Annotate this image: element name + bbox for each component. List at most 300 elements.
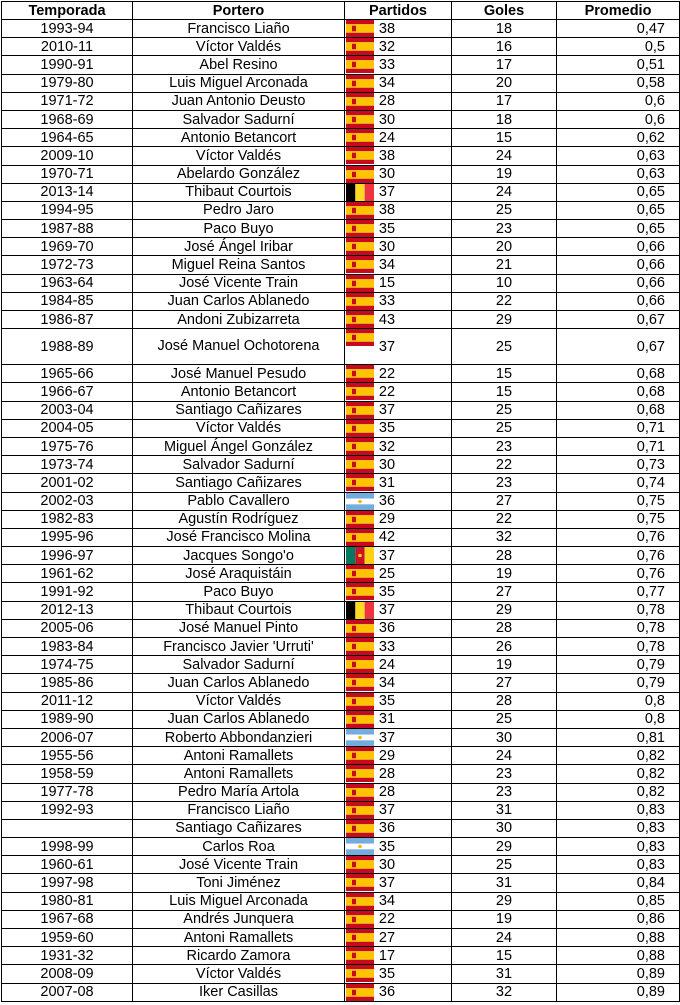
season-cell: 1996-97 [2, 547, 133, 565]
season-cell: 2010-11 [2, 38, 133, 56]
es-flag-icon [346, 529, 374, 546]
matches-value: 30 [378, 238, 396, 255]
matches-cell [345, 292, 452, 310]
matches-value: 35 [378, 965, 396, 982]
es-flag-icon [346, 620, 374, 637]
es-flag-icon [346, 802, 374, 819]
average-cell: 0,79 [557, 656, 680, 674]
es-flag-icon [346, 383, 374, 400]
average-cell: 0,89 [557, 983, 680, 1001]
table-row [2, 292, 680, 310]
average-cell: 0,74 [557, 474, 680, 492]
matches-value: 38 [378, 20, 396, 37]
matches-cell [345, 819, 452, 837]
matches-value: 37 [378, 547, 396, 564]
season-cell: 1990-91 [2, 56, 133, 74]
matches-cell [345, 947, 452, 965]
matches-cell [345, 38, 452, 56]
es-flag-icon [346, 256, 374, 273]
keeper-cell: Abel Resino [133, 56, 345, 74]
goals-cell: 30 [452, 819, 557, 837]
matches-value: 28 [378, 765, 396, 782]
matches-cell [345, 638, 452, 656]
header-goles: Goles [452, 2, 557, 20]
matches-value: 25 [378, 565, 396, 582]
keeper-cell: Francisco Javier 'Urruti' [133, 638, 345, 656]
keeper-cell: José Manuel Ochotorena [133, 329, 345, 365]
goals-cell: 23 [452, 765, 557, 783]
es-flag-icon [346, 329, 374, 346]
table-row [2, 220, 680, 238]
keeper-cell: Francisco Liaño [133, 20, 345, 38]
es-flag-icon [346, 38, 374, 55]
header-partidos: Partidos [345, 2, 452, 20]
keeper-cell: Juan Carlos Ablanedo [133, 710, 345, 728]
season-cell: 1955-56 [2, 747, 133, 765]
matches-cell [345, 510, 452, 528]
matches-cell [345, 56, 452, 74]
es-flag-icon [346, 565, 374, 582]
season-cell: 2008-09 [2, 965, 133, 983]
matches-cell [345, 747, 452, 765]
matches-cell [345, 110, 452, 128]
goals-cell: 18 [452, 20, 557, 38]
matches-cell [345, 692, 452, 710]
matches-value: 24 [378, 656, 396, 673]
table-row [2, 20, 680, 38]
goals-cell: 22 [452, 456, 557, 474]
goals-cell: 32 [452, 528, 557, 546]
goals-cell: 24 [452, 147, 557, 165]
season-cell: 2013-14 [2, 183, 133, 201]
goals-cell: 15 [452, 129, 557, 147]
matches-value: 32 [378, 38, 396, 55]
table-row [2, 365, 680, 383]
table-row [2, 565, 680, 583]
keeper-cell: Toni Jiménez [133, 874, 345, 892]
matches-cell [345, 929, 452, 947]
table-row [2, 619, 680, 637]
es-flag-icon [346, 275, 374, 292]
average-cell: 0,88 [557, 947, 680, 965]
goals-cell: 28 [452, 547, 557, 565]
es-flag-icon [346, 93, 374, 110]
matches-value: 33 [378, 638, 396, 655]
average-cell: 0,65 [557, 220, 680, 238]
table-row [2, 947, 680, 965]
goals-cell: 29 [452, 601, 557, 619]
table-row [2, 601, 680, 619]
matches-value: 37 [378, 802, 396, 819]
keeper-cell: Víctor Valdés [133, 147, 345, 165]
season-cell: 1970-71 [2, 165, 133, 183]
matches-cell [345, 20, 452, 38]
table-row [2, 456, 680, 474]
table-row [2, 147, 680, 165]
goals-cell: 31 [452, 874, 557, 892]
keeper-cell: Thibaut Courtois [133, 601, 345, 619]
season-cell: 1997-98 [2, 874, 133, 892]
goals-cell: 20 [452, 238, 557, 256]
season-cell: 2009-10 [2, 147, 133, 165]
keeper-cell: Salvador Sadurní [133, 110, 345, 128]
table-row [2, 74, 680, 92]
es-flag-icon [346, 874, 374, 891]
table-row [2, 528, 680, 546]
matches-cell [345, 74, 452, 92]
matches-cell [345, 838, 452, 856]
average-cell: 0,81 [557, 728, 680, 746]
average-cell: 0,83 [557, 856, 680, 874]
average-cell: 0,66 [557, 238, 680, 256]
table-row [2, 783, 680, 801]
table-row [2, 801, 680, 819]
table-row [2, 329, 680, 365]
matches-value: 33 [378, 293, 396, 310]
average-cell: 0,75 [557, 510, 680, 528]
keeper-cell: José Manuel Pesudo [133, 365, 345, 383]
matches-value: 38 [378, 147, 396, 164]
matches-cell [345, 565, 452, 583]
matches-cell [345, 165, 452, 183]
matches-value: 36 [378, 820, 396, 837]
average-cell: 0,83 [557, 801, 680, 819]
keeper-cell: José Vicente Train [133, 274, 345, 292]
season-cell: 1964-65 [2, 129, 133, 147]
matches-cell [345, 583, 452, 601]
average-cell: 0,79 [557, 674, 680, 692]
table-row [2, 419, 680, 437]
es-flag-icon [346, 420, 374, 437]
season-cell: 1961-62 [2, 565, 133, 583]
table-row [2, 201, 680, 219]
matches-cell [345, 365, 452, 383]
matches-cell [345, 910, 452, 928]
matches-value: 30 [378, 456, 396, 473]
keeper-cell: Santiago Cañizares [133, 819, 345, 837]
matches-value: 34 [378, 674, 396, 691]
matches-value: 17 [378, 947, 396, 964]
keeper-cell: Miguel Ángel González [133, 437, 345, 455]
goals-cell: 27 [452, 492, 557, 510]
average-cell: 0,6 [557, 92, 680, 110]
table-row [2, 856, 680, 874]
matches-cell [345, 401, 452, 419]
table-row [2, 238, 680, 256]
season-cell: 1986-87 [2, 311, 133, 329]
season-cell: 2001-02 [2, 474, 133, 492]
es-flag-icon [346, 583, 374, 600]
goals-cell: 15 [452, 383, 557, 401]
goals-cell: 25 [452, 201, 557, 219]
matches-cell [345, 983, 452, 1001]
es-flag-icon [346, 929, 374, 946]
table-row [2, 110, 680, 128]
es-flag-icon [346, 893, 374, 910]
average-cell: 0,63 [557, 147, 680, 165]
matches-cell [345, 437, 452, 455]
table-row [2, 674, 680, 692]
matches-cell [345, 474, 452, 492]
matches-value: 31 [378, 474, 396, 491]
matches-value: 30 [378, 166, 396, 183]
goals-cell: 20 [452, 74, 557, 92]
average-cell: 0,71 [557, 437, 680, 455]
matches-cell [345, 892, 452, 910]
average-cell: 0,65 [557, 183, 680, 201]
season-cell: 2007-08 [2, 983, 133, 1001]
matches-cell [345, 619, 452, 637]
matches-value: 42 [378, 529, 396, 546]
matches-value: 33 [378, 56, 396, 73]
season-cell: 1994-95 [2, 201, 133, 219]
ar-flag-icon [346, 729, 374, 746]
average-cell: 0,86 [557, 910, 680, 928]
goals-cell: 28 [452, 692, 557, 710]
es-flag-icon [346, 911, 374, 928]
average-cell: 0,67 [557, 311, 680, 329]
average-cell: 0,67 [557, 329, 680, 365]
average-cell: 0,82 [557, 765, 680, 783]
matches-value: 37 [378, 602, 396, 619]
average-cell: 0,66 [557, 256, 680, 274]
goals-cell: 23 [452, 783, 557, 801]
matches-value: 37 [378, 184, 396, 201]
keeper-cell: Pedro María Artola [133, 783, 345, 801]
goals-cell: 31 [452, 965, 557, 983]
keeper-cell: Juan Carlos Ablanedo [133, 674, 345, 692]
season-cell: 1979-80 [2, 74, 133, 92]
matches-cell [345, 256, 452, 274]
es-flag-icon [346, 111, 374, 128]
keeper-cell: Luis Miguel Arconada [133, 74, 345, 92]
keeper-cell: José Vicente Train [133, 856, 345, 874]
season-cell: 1992-93 [2, 801, 133, 819]
season-cell: 2004-05 [2, 419, 133, 437]
matches-cell [345, 311, 452, 329]
table-row [2, 401, 680, 419]
matches-value: 36 [378, 984, 396, 1001]
matches-value: 38 [378, 202, 396, 219]
matches-cell [345, 710, 452, 728]
keeper-cell: Thibaut Courtois [133, 183, 345, 201]
goals-cell: 25 [452, 856, 557, 874]
season-cell: 1971-72 [2, 92, 133, 110]
matches-value: 22 [378, 383, 396, 400]
matches-value: 22 [378, 911, 396, 928]
table-row [2, 92, 680, 110]
season-cell: 2011-12 [2, 692, 133, 710]
matches-value: 43 [378, 311, 396, 328]
season-cell: 1989-90 [2, 710, 133, 728]
es-flag-icon [346, 166, 374, 183]
table-row [2, 183, 680, 201]
goals-cell: 23 [452, 437, 557, 455]
goals-cell: 27 [452, 674, 557, 692]
matches-cell [345, 220, 452, 238]
table-row [2, 728, 680, 746]
keeper-cell: Antoni Ramallets [133, 747, 345, 765]
goals-cell: 25 [452, 401, 557, 419]
average-cell: 0,76 [557, 547, 680, 565]
table-row [2, 838, 680, 856]
season-cell: 1977-78 [2, 783, 133, 801]
season-cell: 2006-07 [2, 728, 133, 746]
matches-cell [345, 656, 452, 674]
goals-cell: 27 [452, 583, 557, 601]
keeper-cell: Juan Antonio Deusto [133, 92, 345, 110]
season-cell: 1960-61 [2, 856, 133, 874]
table-row [2, 910, 680, 928]
keeper-cell: Santiago Cañizares [133, 474, 345, 492]
keeper-cell: Paco Buyo [133, 583, 345, 601]
table-row [2, 965, 680, 983]
table-row [2, 547, 680, 565]
es-flag-icon [346, 693, 374, 710]
goals-cell: 31 [452, 801, 557, 819]
es-flag-icon [346, 638, 374, 655]
average-cell: 0,89 [557, 965, 680, 983]
goals-cell: 15 [452, 365, 557, 383]
matches-cell [345, 492, 452, 510]
table-row [2, 510, 680, 528]
es-flag-icon [346, 765, 374, 782]
matches-cell [345, 92, 452, 110]
matches-value: 37 [378, 338, 396, 355]
matches-value: 35 [378, 220, 396, 237]
season-cell: 2002-03 [2, 492, 133, 510]
es-flag-icon [346, 202, 374, 219]
es-flag-icon [346, 820, 374, 837]
season-cell: 1987-88 [2, 220, 133, 238]
season-cell: 1980-81 [2, 892, 133, 910]
average-cell: 0,6 [557, 110, 680, 128]
average-cell: 0,68 [557, 365, 680, 383]
matches-value: 35 [378, 584, 396, 601]
goalkeepers-table [1, 1, 680, 1002]
keeper-cell: Víctor Valdés [133, 38, 345, 56]
matches-cell [345, 856, 452, 874]
matches-cell [345, 201, 452, 219]
es-flag-icon [346, 56, 374, 73]
average-cell: 0,62 [557, 129, 680, 147]
keeper-cell: Salvador Sadurní [133, 456, 345, 474]
matches-cell [345, 147, 452, 165]
matches-cell [345, 783, 452, 801]
goals-cell: 19 [452, 656, 557, 674]
matches-value: 27 [378, 929, 396, 946]
season-cell: 1984-85 [2, 292, 133, 310]
keeper-cell: Antonio Betancort [133, 129, 345, 147]
average-cell: 0,78 [557, 601, 680, 619]
es-flag-icon [346, 365, 374, 382]
season-cell: 1958-59 [2, 765, 133, 783]
goals-cell: 15 [452, 947, 557, 965]
average-cell: 0,75 [557, 492, 680, 510]
goals-cell: 23 [452, 474, 557, 492]
keeper-cell: Andoni Zubizarreta [133, 311, 345, 329]
table-row [2, 638, 680, 656]
keeper-cell: Víctor Valdés [133, 965, 345, 983]
matches-value: 37 [378, 402, 396, 419]
es-flag-icon [346, 220, 374, 237]
keeper-cell: Roberto Abbondanzieri [133, 728, 345, 746]
be-flag-icon [346, 184, 374, 201]
es-flag-icon [346, 656, 374, 673]
es-flag-icon [346, 947, 374, 964]
table-row [2, 710, 680, 728]
table-row [2, 892, 680, 910]
goals-cell: 22 [452, 510, 557, 528]
matches-value: 29 [378, 747, 396, 764]
goals-cell: 19 [452, 165, 557, 183]
es-flag-icon [346, 238, 374, 255]
goals-cell: 24 [452, 183, 557, 201]
es-flag-icon [346, 711, 374, 728]
matches-cell [345, 547, 452, 565]
table-row [2, 656, 680, 674]
es-flag-icon [346, 438, 374, 455]
matches-value: 35 [378, 693, 396, 710]
season-cell: 1991-92 [2, 583, 133, 601]
keeper-cell: Agustín Rodríguez [133, 510, 345, 528]
table-row [2, 929, 680, 947]
season-cell: 1982-83 [2, 510, 133, 528]
season-cell: 1975-76 [2, 437, 133, 455]
es-flag-icon [346, 456, 374, 473]
matches-cell [345, 874, 452, 892]
season-cell: 1988-89 [2, 329, 133, 365]
table-row [2, 56, 680, 74]
keeper-cell: Antoni Ramallets [133, 929, 345, 947]
matches-cell [345, 528, 452, 546]
average-cell: 0,73 [557, 456, 680, 474]
es-flag-icon [346, 311, 374, 328]
goals-cell: 28 [452, 619, 557, 637]
table-row [2, 874, 680, 892]
matches-value: 34 [378, 893, 396, 910]
es-flag-icon [346, 784, 374, 801]
table-row [2, 38, 680, 56]
goals-cell: 29 [452, 838, 557, 856]
matches-value: 31 [378, 711, 396, 728]
keeper-cell: Antoni Ramallets [133, 765, 345, 783]
average-cell: 0,63 [557, 165, 680, 183]
goals-cell: 29 [452, 311, 557, 329]
matches-value: 22 [378, 365, 396, 382]
matches-value: 35 [378, 420, 396, 437]
matches-cell [345, 183, 452, 201]
matches-cell [345, 383, 452, 401]
table-row [2, 692, 680, 710]
average-cell: 0,68 [557, 383, 680, 401]
es-flag-icon [346, 20, 374, 37]
average-cell: 0,88 [557, 929, 680, 947]
table-row [2, 383, 680, 401]
table-row [2, 165, 680, 183]
table-row [2, 474, 680, 492]
matches-value: 28 [378, 93, 396, 110]
season-cell: 1968-69 [2, 110, 133, 128]
matches-value: 34 [378, 75, 396, 92]
matches-value: 36 [378, 493, 396, 510]
es-flag-icon [346, 293, 374, 310]
goals-cell: 26 [452, 638, 557, 656]
average-cell: 0,85 [557, 892, 680, 910]
season-cell: 1959-60 [2, 929, 133, 947]
table-row [2, 274, 680, 292]
es-flag-icon [346, 129, 374, 146]
